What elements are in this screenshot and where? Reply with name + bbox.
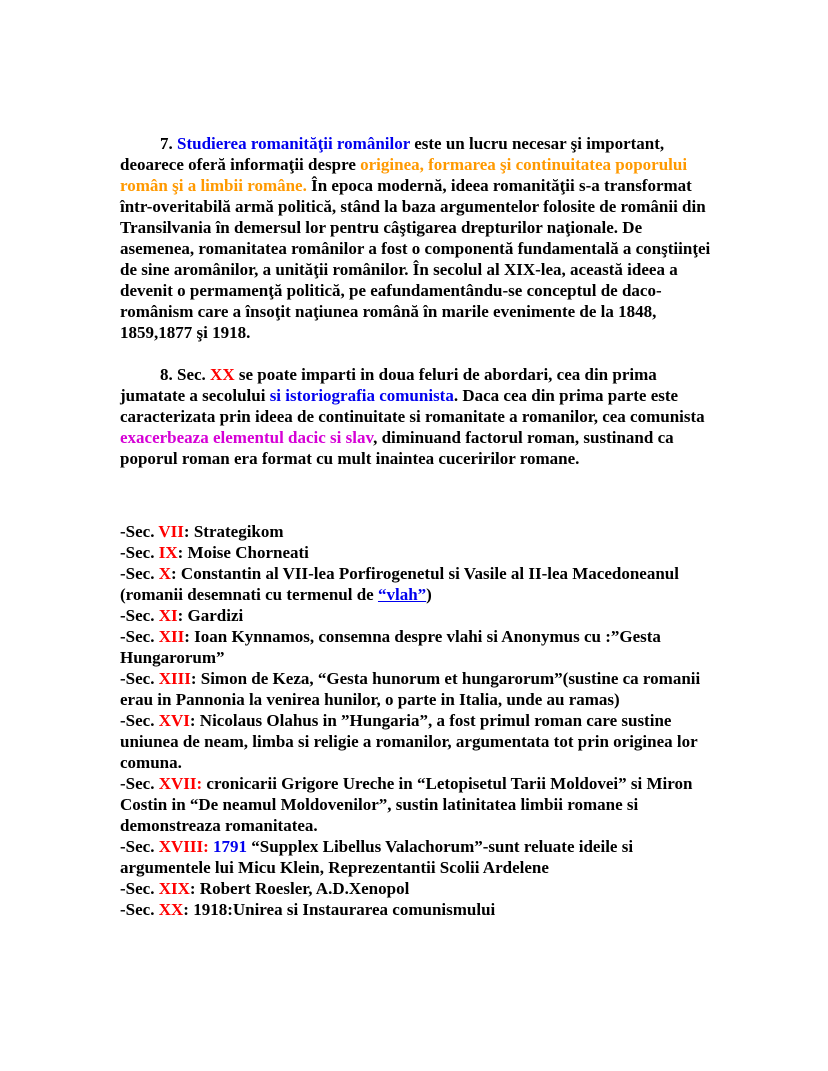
century-vii: VII [158,522,184,541]
text-run: : 1918:Unirea si Instaurarea comunismului [183,900,496,919]
vlah-link[interactable]: “vlah” [377,585,427,604]
text-run: este un lucru necesar şi important, deoarece oferă informaţii despre [120,134,665,174]
text-run: -Sec. [120,837,159,856]
century-xvii: XVII: [158,774,203,793]
highlight-blue-study-of-romanity: Studierea romanităţii românilor [177,134,410,153]
century-xvi: XVI [158,711,190,730]
numbered-paragraphs-section [120,133,712,469]
list-item-sec-xii [120,626,712,668]
century-xii: XII [158,627,185,646]
list-item-sec-xiii [120,668,712,710]
century-xi: XI [158,606,178,625]
text-run: -Sec. [120,564,159,583]
text-run: : Nicolaus Olahus in ”Hungaria”, a fost primul roman care sustine uniunea de neam, limba si religie a romanilor, argumentata tot prin originea lor comuna. [120,711,698,772]
text-run: : Strategikom [183,522,284,541]
text-run: 7. [160,134,177,153]
text-run: -Sec. [120,522,159,541]
text-run: : Constantin al VII-lea Porfirogenetul si Vasile al II-lea Macedoneanul (romanii desemnati cu termenul de [120,564,679,604]
list-item-sec-xviii [120,836,712,878]
text-run: -Sec. [120,879,159,898]
paragraph-7 [120,133,712,343]
text-run: -Sec. [120,543,159,562]
list-item-sec-ix [120,542,712,563]
list-item-sec-xx [120,899,712,920]
text-run: , diminuand factorul roman, sustinand ca poporul roman era format cu mult inaintea cuceririlor romane. [120,428,674,468]
century-xix: XIX [158,879,190,898]
text-run: : Simon de Keza, “Gesta hunorum et hungarorum”(sustine ca romanii erau in Pannonia la venirea hunilor, o parte in Italia, unde au ramas) [120,669,701,709]
text-run: se poate imparti in doua feluri de abordari, cea din prima jumatate a secolului [120,365,657,405]
list-item-sec-xvi [120,710,712,773]
text-run: -Sec. [120,669,159,688]
text-run: -Sec. [120,774,159,793]
text-run: cronicarii Grigore Ureche in “Letopisetul Tarii Moldovei” si Miron Costin in “De neamul Moldovenilor”, sustin latinitatea limbii romane si demonstreaza romanitatea. [120,774,693,835]
highlight-magenta-dacic-slav: exacerbeaza elementul dacic si slav [120,428,374,447]
list-item-sec-vii [120,521,712,542]
text-run: 8. Sec. [160,365,211,384]
text-run: : Moise Chorneati [177,543,309,562]
century-xiii: XIII [158,669,191,688]
century-xx: XX [210,365,235,384]
list-item-sec-xix [120,878,712,899]
century-x: X [158,564,171,583]
highlight-blue-communist-historiography: si istoriografia comunista [269,386,454,405]
year-1791: 1791 [213,837,248,856]
text-run: În epoca modernă, ideea romanităţii s-a transformat într-overitabilă armă politică, stând la baza argumentelor folosite de românii din Transilvania în demersul lor pentru câştigarea drepturilor naţionale. De asemenea, romanitatea românilor a fost o componentă fundamentală a conştiinţei de sine aromânilor, a unităţii românilor. În secolul al XIX-lea, această ideea a devenit o permamenţă politică, pe eafundamentându-se conceptul de daco-românism care a însoţit naţiunea română în marile evenimente de la 1848, 1859,1877 şi 1918. [120,176,711,342]
text-run: . Daca cea din prima parte este caracterizata prin ideea de continuitate si romanitate a romanilor, cea comunista [120,386,705,426]
text-run: : Gardizi [177,606,244,625]
list-item-sec-xvii [120,773,712,836]
text-run: “Supplex Libellus Valachorum”-sunt reluate ideile si argumentele lui Micu Klein, Reprezentantii Scolii Ardelene [120,837,634,877]
text-run: : Ioan Kynnamos, consemna despre vlahi si Anonymus cu :”Gesta Hungarorum” [120,627,661,667]
paragraph-8 [120,364,712,469]
century-list-section [120,521,712,920]
century-xviii: XVIII: [158,837,209,856]
list-item-sec-x [120,563,712,605]
text-run: -Sec. [120,900,159,919]
text-run: ) [426,585,432,604]
text-run: -Sec. [120,627,159,646]
list-item-sec-xi [120,605,712,626]
century-xx-item: XX [158,900,184,919]
text-run: : Robert Roesler, A.D.Xenopol [189,879,410,898]
highlight-orange-origin: originea, formarea şi continuitatea poporului român şi a limbii române. [120,155,688,195]
text-run: -Sec. [120,711,159,730]
century-ix: IX [158,543,178,562]
text-run: -Sec. [120,606,159,625]
